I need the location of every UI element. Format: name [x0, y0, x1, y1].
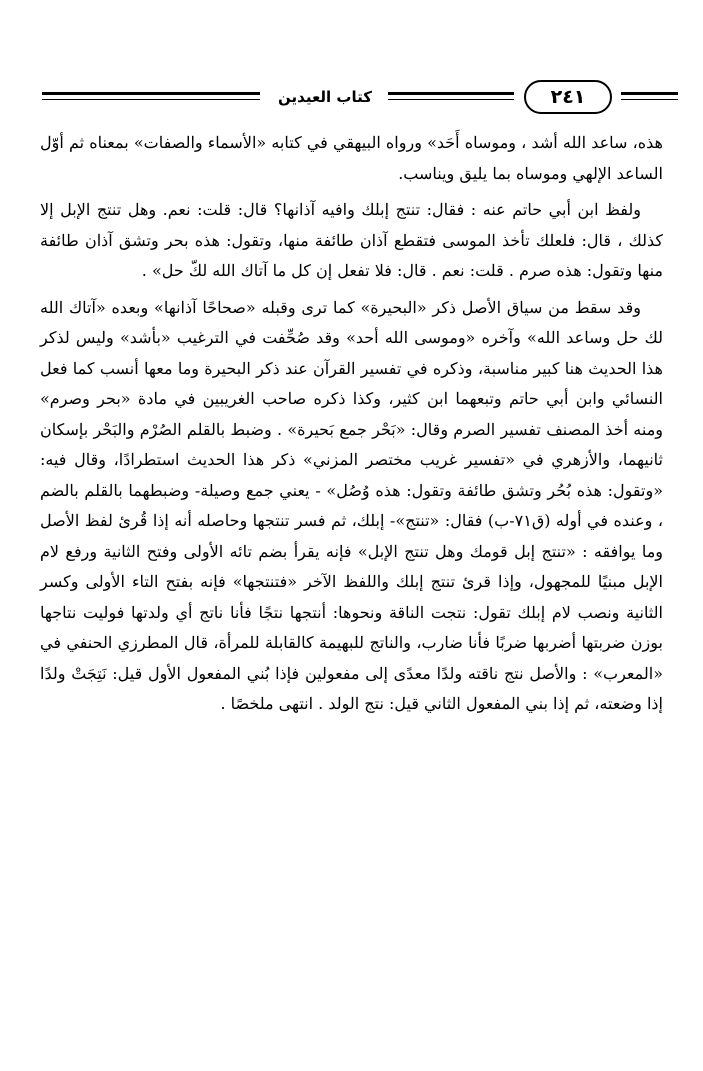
header-rule-right-bottom	[621, 99, 678, 100]
page-header	[38, 78, 678, 118]
header-rule-right-top	[621, 92, 678, 95]
header-rule-left-bottom	[42, 99, 260, 100]
body-text	[40, 128, 663, 726]
paragraph-2: ولفظ ابن أبي حاتم عنه : فقال: تنتج إبلك وافيه آذانها؟ قال: قلت: نعم. وهل تنتج الإبل إلا كذلك ، قال: فلعلك تأخذ الموسى فتقطع آذان طائفة منها، وتقول: هذه بحر وتشق آذان طائفة منها وتقول: هذه صرم . قلت: نعم . قال: فلا تفعل إن كل ما آتاك الله لكّ حل» .	[40, 200, 663, 280]
header-rule-middle-top	[388, 92, 514, 95]
header-rule-left-top	[42, 92, 260, 95]
page-number: ٢٤١	[524, 80, 612, 114]
header-rule-middle-bottom	[388, 99, 514, 100]
paragraph-3: وقد سقط من سياق الأصل ذكر «البحيرة» كما ترى وقبله «صحاحًا آذانها» وبعده «آتاك الله لك حل وساعد الله» وآخره «وموسى الله أحد» وقد صُحِّفت في الترغيب «بأشد» وليس لذكر هذا الحديث هنا كبير مناسبة، وذكره في تفسير القرآن عند ذكر البحيرة وما معها أنسب كما فعل النسائي وابن أبي حاتم وتبعهما ابن كثير، وكذا ذكره صاحب الغريبين في مادة «بحر وصرم» ومنه أخذ المصنف تفسير الصرم وقال: «بَحْر جمع بَحيرة» . وضبط بالقلم الصُرْم والبَحْر بإسكان ثانيهما، والأزهري في «تفسير غريب مختصر المزني» ذكر هذا الحديث استطرادًا، وقال فيه: «وتقول: هذه بُحُر وتشق طائفة وتقول: هذه وُصُل» - يعني جمع وصيلة- وضبطهما بالقلم بالضم ، وعنده في أوله (ق٧١-ب) فقال: «تنتج»- إبلك، ثم فسر تنتجها وحاصله أنه إذا قُرئ لفظ الأصل وما يوافقه : «تنتج إبل قومك وهل تنتج الإبل» فإنه يقرأ بضم تائه الأولى وفتح الثانية ورفع لام الإبل مبنيًا للمجهول، وإذا قرئ تنتج إبلك واللفظ الآخر «فتنتجها» فإنه بفتح التاء الأولى وكسر الثانية ونصب لام إبلك تقول: نتجت الناقة ونحوها: أنتجها نتجًا فأنا ناتج أي ولدتها فوليت نتاجها بوزن ضربتها أضربها ضربًا فأنا ضارب، والناتج للبهيمة كالقابلة للمرأة، قال المطرزي الحنفي في «المعرب» : والأصل نتج ناقته ولدًا معدًى إلى مفعولين فإذا بُني المفعول الأول قيل: نَتِجَتْ ولدًا إذا وضعته، ثم إذا بني المفعول الثاني قيل: نتج الولد . انتهى ملخصًا .	[40, 297, 663, 713]
book-title: كتاب العيدين	[278, 88, 372, 106]
paragraph-1: هذه، ساعد الله أشد ، وموساه أَحَد» ورواه البيهقي في كتابه «الأسماء والصفات» بمعناه ثم أوّل الساعد الإلهي وموساه بما يليق ويناسب.	[40, 133, 663, 183]
